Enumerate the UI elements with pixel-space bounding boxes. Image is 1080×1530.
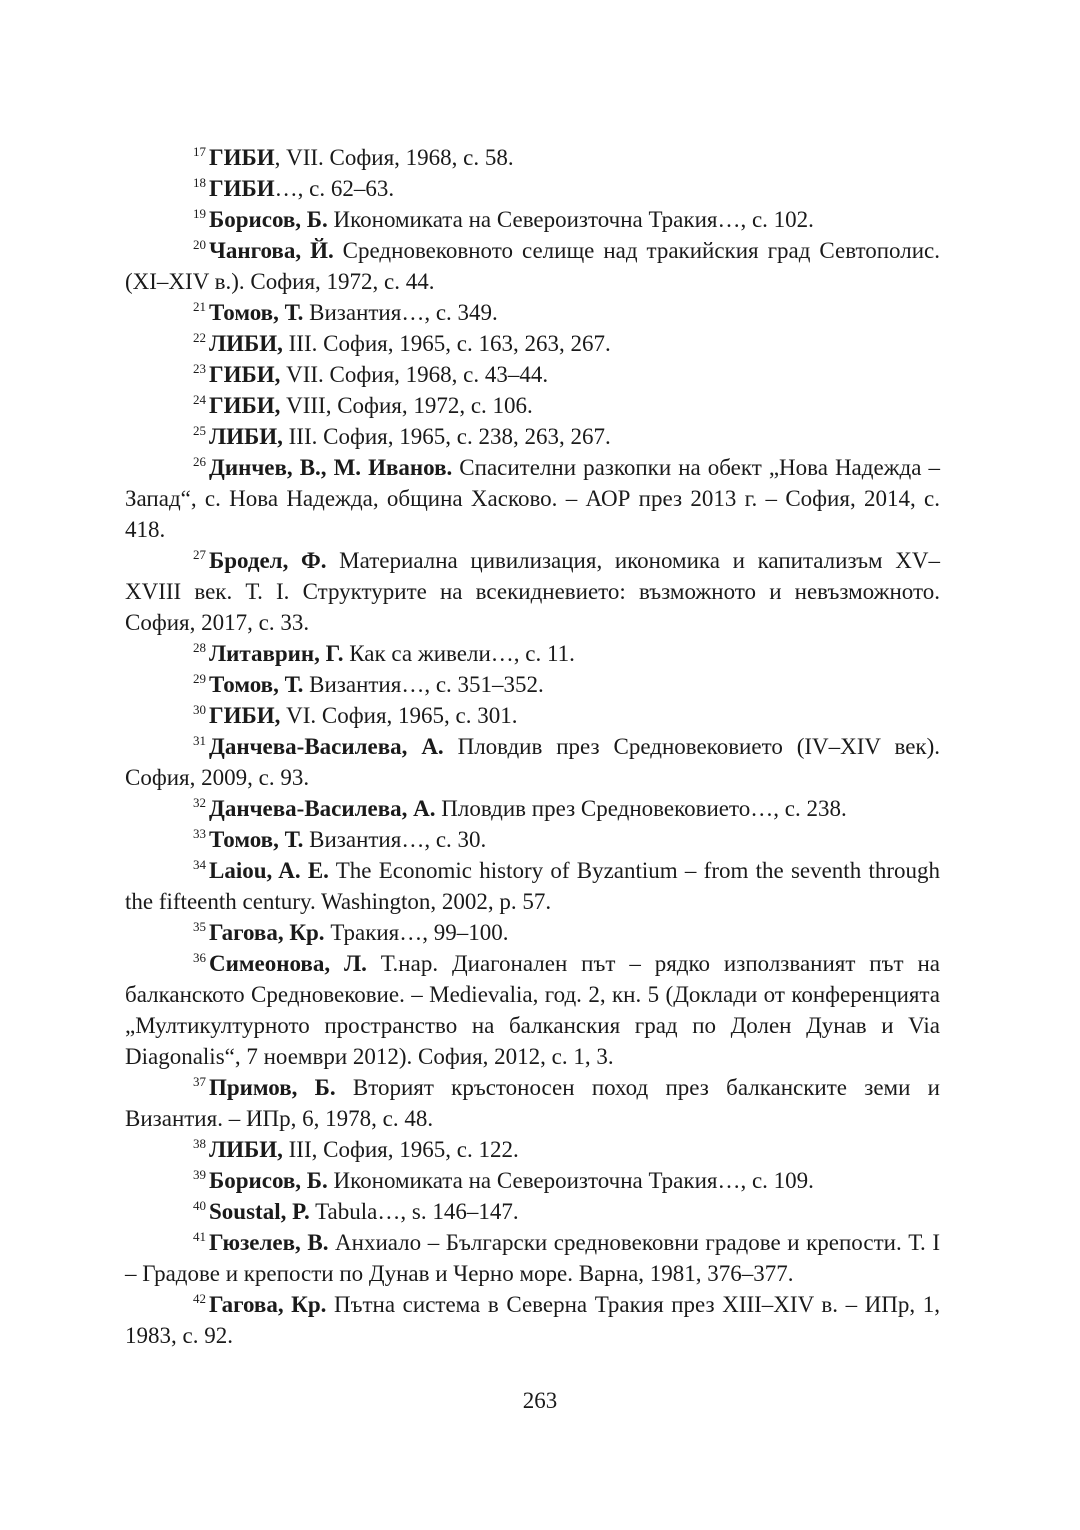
footnote [125, 173, 940, 204]
footnote-number: 37 [193, 1074, 206, 1089]
footnote-number: 28 [193, 640, 206, 655]
footnote [125, 235, 940, 297]
footnote-author: Томов, Т. [209, 300, 304, 325]
footnote-number: 42 [193, 1291, 206, 1306]
footnote-author: Гагова, Кр. [209, 920, 325, 945]
footnote-text: Византия…, с. 30. [303, 827, 487, 852]
footnote-author: ГИБИ, [209, 362, 281, 387]
footnote-text: Спасителни разкопки на обект „Нова Надежда – Запад“, с. Нова Надежда, община Хасково. – АОР през 2013 г. – София, 2014, с. 418. [125, 455, 941, 542]
footnote-number: 20 [193, 237, 206, 252]
footnote-number: 31 [193, 733, 206, 748]
footnote-number: 22 [193, 330, 206, 345]
footnote-author: Литаврин, Г. [209, 641, 344, 666]
footnote-author: ГИБИ, [209, 393, 281, 418]
footnote [125, 297, 940, 328]
footnote-author: Чангова, Й. [209, 238, 334, 263]
footnote-text: Т.нар. Диагонален път – рядко използваният път на балканското Средновековие. – Medievalia, год. 2, кн. 5 (Доклади от конференцията „Мултикултурното пространство на балканския град по Долен Дунав и Via Diagonalis“, 7 ноември 2012). София, 2012, с. 1, 3. [125, 951, 940, 1069]
footnote-text: Тракия…, 99–100. [324, 920, 509, 945]
footnote-author: Данчева-Василева, А. [209, 796, 436, 821]
footnote-author: ГИБИ [209, 145, 275, 170]
footnote-text: Византия…, с. 349. [303, 300, 498, 325]
footnote-number: 26 [193, 454, 206, 469]
footnote-number: 34 [193, 857, 206, 872]
footnote-author: Симеонова, Л. [209, 951, 367, 976]
footnote-number: 35 [193, 919, 206, 934]
footnote-number: 29 [193, 671, 206, 686]
footnote [125, 638, 940, 669]
footnote-author: Бродел, Ф. [209, 548, 327, 573]
footnote-text: Икономиката на Североизточна Тракия…, с. 102. [327, 207, 814, 232]
footnote-author: ЛИБИ, [209, 1137, 283, 1162]
footnote-number: 17 [193, 144, 206, 159]
footnote-number: 23 [193, 361, 206, 376]
footnote-text: Византия…, с. 351–352. [303, 672, 544, 697]
footnote [125, 700, 940, 731]
footnote [125, 1196, 940, 1227]
footnote [125, 948, 940, 1072]
footnote-text: Вторият кръстоносен поход през балканските земи и Византия. – ИПр, 6, 1978, с. 48. [125, 1075, 940, 1131]
footnote-number: 36 [193, 950, 206, 965]
footnote-author: Томов, Т. [209, 827, 304, 852]
footnote-author: Гагова, Кр. [209, 1292, 327, 1317]
footnote-author: ЛИБИ, [209, 424, 283, 449]
footnote-number: 33 [193, 826, 206, 841]
footnote-text: III. София, 1965, с. 238, 263, 267. [282, 424, 611, 449]
footnote-text: , VII. София, 1968, с. 58. [274, 145, 514, 170]
footnote [125, 1072, 940, 1134]
footnote [125, 390, 940, 421]
footnote-text: Tabula…, s. 146–147. [309, 1199, 519, 1224]
footnote-text: Пътна система в Северна Тракия през XIII–XIV в. – ИПр, 1, 1983, с. 92. [125, 1292, 940, 1348]
footnote-author: ГИБИ, [209, 703, 281, 728]
footnote [125, 359, 940, 390]
footnote-author: Борисов, Б. [209, 207, 328, 232]
footnote [125, 452, 940, 545]
footnote-number: 41 [193, 1229, 206, 1244]
footnote-number: 39 [193, 1167, 206, 1182]
footnote-text: III, София, 1965, с. 122. [282, 1137, 519, 1162]
footnote-author: Гюзелев, В. [209, 1230, 329, 1255]
footnote-text: Анхиало – Български средновековни градове и крепости. Т. I – Градове и крепости по Дунав и Черно море. Варна, 1981, 376–377. [125, 1230, 940, 1286]
footnote [125, 421, 940, 452]
footnote-text: Пловдив през Средновековието…, с. 238. [435, 796, 847, 821]
footnotes-block [125, 142, 940, 1351]
footnote-author: Laiou, A. E. [209, 858, 329, 883]
footnote-number: 27 [193, 547, 206, 562]
footnote [125, 1289, 940, 1351]
footnote-number: 38 [193, 1136, 206, 1151]
footnote [125, 1227, 940, 1289]
page-number: 263 [522, 1388, 558, 1413]
footnote [125, 1134, 940, 1165]
footnote [125, 204, 940, 235]
footnote-author: Примов, Б. [209, 1075, 336, 1100]
footnote-author: Soustal, P. [209, 1199, 310, 1224]
footnote-text: VIII, София, 1972, с. 106. [280, 393, 533, 418]
footnote-author: Данчева-Василева, А. [209, 734, 444, 759]
footnote [125, 917, 940, 948]
footnote [125, 731, 940, 793]
footnote [125, 545, 940, 638]
footnote-number: 25 [193, 423, 206, 438]
footnote-author: Динчев, В., М. Иванов. [209, 455, 453, 480]
footnote-text: Пловдив през Средновековието (IV–XIV век). София, 2009, с. 93. [125, 734, 941, 790]
footnote-text: Средновековното селище над тракийския град Севтополис. (XI–XIV в.). София, 1972, с. 44. [125, 238, 940, 294]
footnote-text: VII. София, 1968, с. 43–44. [280, 362, 549, 387]
footnote [125, 142, 940, 173]
footnote-number: 18 [193, 175, 206, 190]
footnote [125, 824, 940, 855]
footnote [125, 793, 940, 824]
footnote-text: III. София, 1965, с. 163, 263, 267. [282, 331, 611, 356]
footnote-author: Борисов, Б. [209, 1168, 328, 1193]
footnote-author: ЛИБИ, [209, 331, 283, 356]
footnote-number: 24 [193, 392, 206, 407]
footnote-text: Материална цивилизация, икономика и капитализъм XV–XVIII век. Т. I. Структурите на всекидневието: възможното и невъзможното. София, 2017, с. 33. [125, 548, 940, 635]
footnote-text: Как са живели…, с. 11. [343, 641, 575, 666]
footnote-number: 21 [193, 299, 206, 314]
footnote-number: 40 [193, 1198, 206, 1213]
footnote-text: The Economic history of Byzantium – from the seventh through the fifteenth century. Washington, 2002, p. 57. [125, 858, 940, 914]
footnote [125, 1165, 940, 1196]
footnote-number: 32 [193, 795, 206, 810]
footnote-number: 30 [193, 702, 206, 717]
footnote-number: 19 [193, 206, 206, 221]
footnote-author: ГИБИ [209, 176, 275, 201]
footnote-text: …, с. 62–63. [274, 176, 395, 201]
footnote-author: Томов, Т. [209, 672, 304, 697]
footnote [125, 855, 940, 917]
footnote [125, 669, 940, 700]
footnote-text: Икономиката на Североизточна Тракия…, с. 109. [327, 1168, 814, 1193]
footnote-text: VI. София, 1965, с. 301. [280, 703, 518, 728]
footnote [125, 328, 940, 359]
